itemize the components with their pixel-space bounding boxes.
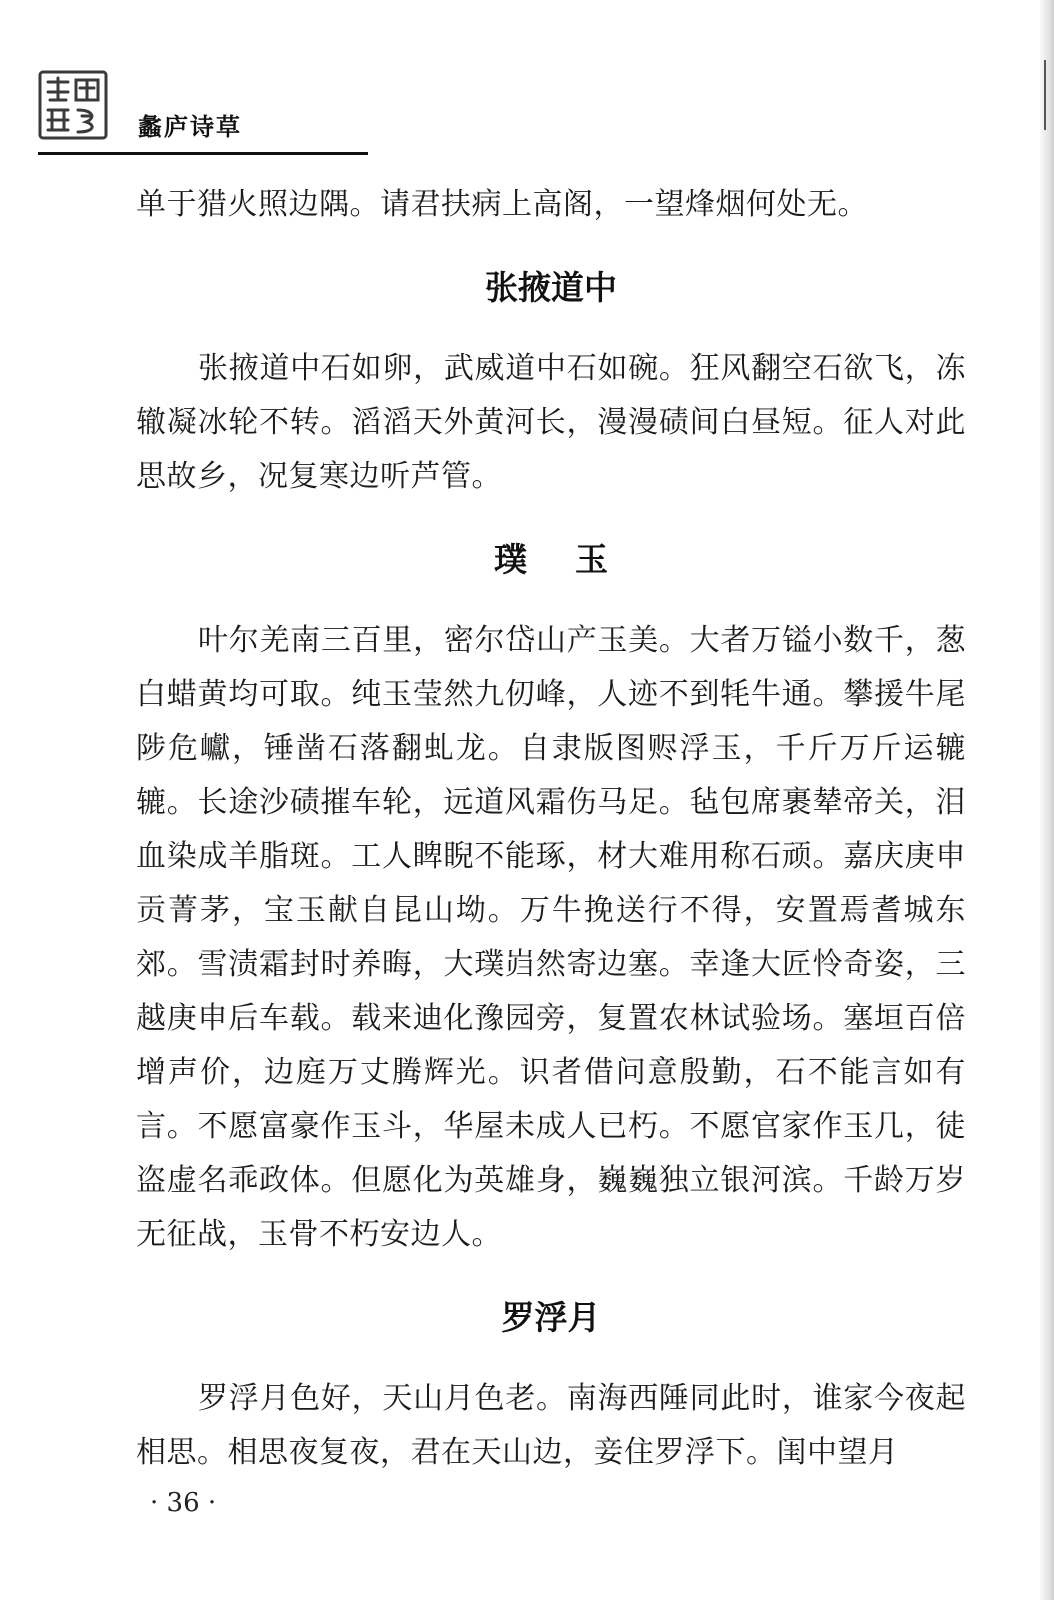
running-header [38,70,368,156]
poem-body: 张掖道中石如卵，武威道中石如碗。狂风翻空石欲飞，冻辙凝冰轮不转。滔滔天外黄河长，漫漫碛间白昼短。征人对此思故乡，况复寒边听芦管。 [136,351,966,494]
continuation-paragraph: 单于猎火照边隅。请君扶病上高阁，一望烽烟何处无。 [136,187,868,222]
page-content [136,178,966,1480]
header-rule [38,152,368,155]
poem-title: 罗浮月 [501,1298,601,1337]
poem-title: 张掖道中 [485,268,617,307]
book-title: 蠡庐诗草 [138,113,242,141]
page-edge [1040,0,1054,1600]
poem-title: 璞玉 [494,540,656,579]
poem-body: 罗浮月色好，天山月色老。南海西陲同此时，谁家今夜起相思。相思夜复夜，君在天山边，妾住罗浮下。闺中望月 [136,1381,966,1470]
page-number: · 36 · [150,1488,217,1518]
seal-stamp-icon [38,70,108,140]
poem-body: 叶尔羌南三百里，密尔岱山产玉美。大者万镒小数千，葱白蜡黄均可取。纯玉莹然九仞峰，人迹不到牦牛通。攀援牛尾陟危巘，锤凿石落翻虬龙。自隶版图赆浮玉，千斤万斤运辘辘。长途沙碛摧车轮，远道风霜伤马足。毡包席裹辇帝关，泪血染成羊脂斑。工人睥睨不能琢，材大难用称石顽。嘉庆庚申贡菁茅，宝玉献自昆山坳。万牛挽送行不得，安置焉耆城东郊。雪渍霜封时养晦，大璞岿然寄边塞。幸逢大匠怜奇姿，三越庚申后车载。载来迪化豫园旁，复置农林试验场。塞垣百倍增声价，边庭万丈腾辉光。识者借问意殷勤，石不能言如有言。不愿富豪作玉斗，华屋未成人已朽。不愿官家作玉几，徒盗虚名乖政体。但愿化为英雄身，巍巍独立银河滨。千龄万岁无征战，玉骨不朽安边人。 [136,623,966,1252]
page-edge-mark [1044,60,1046,130]
